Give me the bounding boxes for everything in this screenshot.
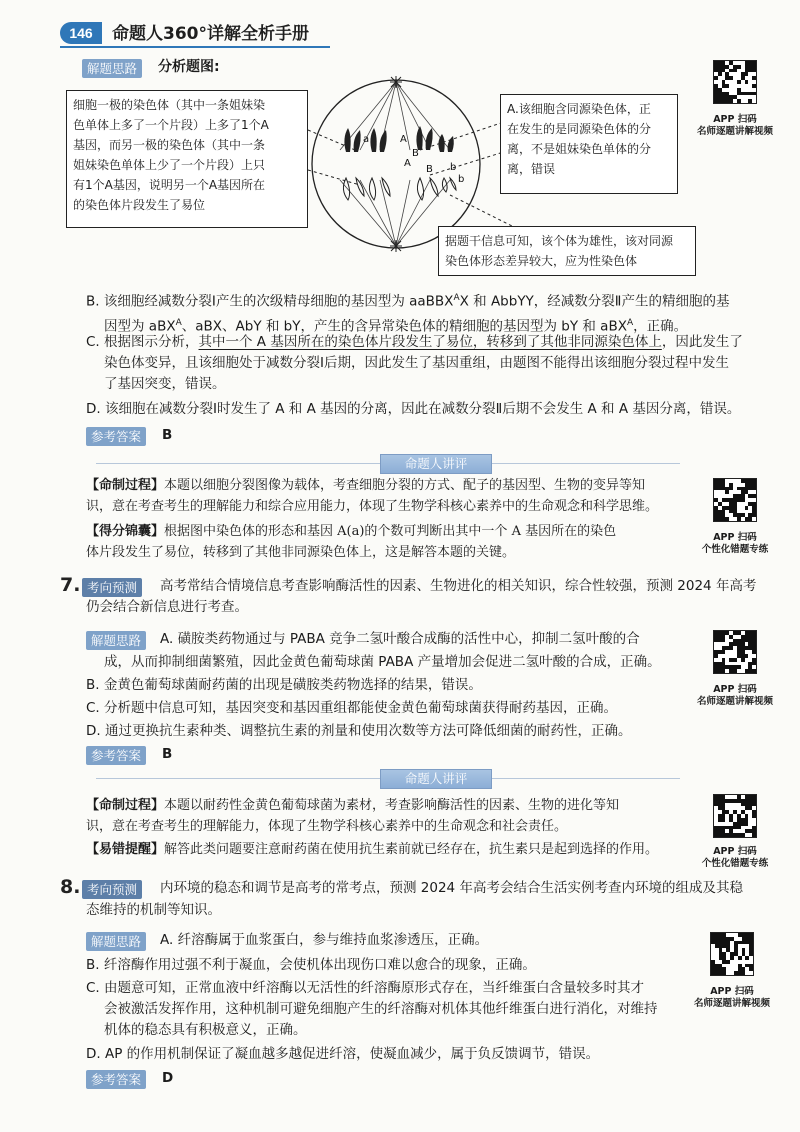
book-title: 命题人360°详解全析手册 [112, 24, 309, 44]
annotation-bottom: 据题干信息可知，该个体为雄性，该对同源 染色体形态差异较大，应为性染色体 [438, 226, 696, 276]
qr-label: APP 扫码 名师逐题讲解视频 [693, 986, 770, 1009]
gene-label: B [412, 148, 419, 159]
qr-code-icon[interactable] [713, 630, 757, 674]
answer-value: D [162, 1070, 174, 1086]
qr-code-icon[interactable] [710, 932, 754, 976]
gene-label: a [363, 134, 370, 145]
gene-label: b [450, 162, 457, 173]
forecast-tag: 考向预测 [82, 880, 142, 899]
q7-warning: 【易错提醒】解答此类问题要注意耐药菌在使用抗生素前就已经存在，抗生素只是起到选择的作用。 [86, 842, 659, 857]
q8-option-d: D. AP 的作用机制保证了凝血越多越促进纤溶，使凝血减少，属于负反馈调节，错误。 [86, 1046, 600, 1062]
gene-label: B [426, 164, 433, 175]
q7-intro-cont: 仍会结合新信息进行考查。 [86, 599, 248, 615]
qr-label: APP 扫码 个性化错题专练 [701, 846, 769, 869]
qr-label: APP 扫码 个性化错题专练 [701, 532, 769, 555]
commentary-bar: 命题人讲评 [380, 769, 492, 789]
commentary-process: 【命制过程】本题以细胞分裂图像为载体，考查细胞分裂的方式、配子的基因型、生物的变异等知 识，意在考查考生的理解能力和综合应用能力，体现了生物学科核心素养中的生命观念和科学思维。 [86, 478, 659, 514]
answer-tag: 参考答案 [86, 746, 146, 765]
qr-code-icon[interactable] [713, 478, 757, 522]
answer-value: B [162, 746, 173, 762]
q7-process: 【命制过程】本题以耐药性金黄色葡萄球菌为素材，考查影响酶活性的因素、生物的进化等知 识，意在考查考生的理解能力，体现了生物学科核心素养中的生命观念和社会责任。 [86, 798, 620, 834]
solution-tag: 解题思路 [86, 932, 146, 951]
q8-option-c: C. 由题意可知，正常血液中纤溶酶以无活性的纤溶酶原形式存在，当纤维蛋白含量较多时其才 会被激活发挥作用，这种机制可避免细胞产生的纤溶酶对机体其他纤维蛋白进行消化，对维持 机体的稳态具有积极意义，正确。 [86, 980, 658, 1038]
option-c: C. 根据图示分析，其中一个 A 基因所在的染色体片段发生了易位，转移到了其他非同源染色体上，因此发生了 染色体变异，且该细胞处于减数分裂Ⅰ后期，因此发生了基因重组，由题图不能得出该细胞分裂过程中发生 了基因突变，错误。 [86, 334, 743, 392]
q8-option-b: B. 纤溶酶作用过强不利于凝血，会使机体出现伤口难以愈合的现象，正确。 [86, 957, 536, 973]
q7-intro: 高考常结合情境信息考查影响酶活性的因素、生物进化的相关知识，综合性较强，预测 2024 年高考 [160, 578, 757, 594]
annotation-left: 细胞一极的染色体（其中一条姐妹染 色单体上多了一个片段）上多了1个A 基因，而另一极的染色体（其中一条 姐妹染色单体上少了一个片段）上只 有1个A基因，说明另一个A基因所在 的染色体片段发生了易位 [66, 90, 308, 228]
gene-label: A [400, 134, 407, 145]
answer-value: B [162, 427, 173, 443]
q7-option-a-cont: 成，从而抑制细菌繁殖，因此金黄色葡萄球菌 PABA 产量增加会促进二氢叶酸的合成，正确。 [104, 654, 661, 670]
qr-code-icon[interactable] [713, 794, 757, 838]
qr-label: APP 扫码 名师逐题讲解视频 [696, 684, 773, 707]
q7-option-c: C. 分析题中信息可知，基因突变和基因重组都能使金黄色葡萄球菌获得耐药基因，正确。 [86, 700, 618, 716]
question-number: 8. [60, 876, 81, 898]
forecast-tag: 考向预测 [82, 578, 142, 597]
diagram-heading: 分析题图: [158, 59, 220, 75]
answer-tag: 参考答案 [86, 1070, 146, 1089]
q8-intro-cont: 态维持的机制等知识。 [86, 902, 221, 918]
solution-tag: 解题思路 [86, 631, 146, 650]
option-d: D. 该细胞在减数分裂Ⅰ时发生了 A 和 A 基因的分离，因此在减数分裂Ⅱ后期不会发生 A 和 A 基因分离，错误。 [86, 401, 741, 417]
q7-option-b: B. 金黄色葡萄球菌耐药菌的出现是磺胺类药物选择的结果，错误。 [86, 677, 482, 693]
q7-option-a: A. 磺胺类药物通过与 PABA 竞争二氢叶酸合成酶的活性中心，抑制二氢叶酸的合 [160, 631, 640, 647]
annotation-right: A.该细胞含同源染色体，正 在发生的是同源染色体的分 离，不是姐妹染色单体的分 离，错误 [500, 94, 678, 194]
q8-intro: 内环境的稳态和调节是高考的常考点，预测 2024 年高考会结合生活实例考查内环境的组成及其稳 [160, 880, 743, 896]
option-b: B. 该细胞经减数分裂Ⅰ产生的次级精母细胞的基因型为 aaBBX$^A$X 和 AbbYY，经减数分裂Ⅱ产生的精细胞的基 因型为 aBX$^A$、aBX、AbY 和 bY，产生的含异常染色体的精细胞的基因型为 bY 和 aBX$^A$，正确。 [86, 293, 730, 334]
question-number: 7. [60, 574, 81, 596]
q7-option-d: D. 通过更换抗生素种类、调整抗生素的剂量和使用次数等方法可降低细菌的耐药性，正确。 [86, 723, 632, 739]
q8-option-a: A. 纤溶酶属于血浆蛋白，参与维持血浆渗透压，正确。 [160, 932, 489, 948]
qr-code-icon[interactable] [713, 60, 757, 104]
commentary-tip: 【得分锦囊】根据图中染色体的形态和基因 A(a)的个数可判断出其中一个 A 基因所在的染色 体片段发生了易位，转移到了其他非同源染色体上，这是解答本题的关键。 [86, 524, 617, 560]
answer-tag: 参考答案 [86, 427, 146, 446]
gene-label: A [404, 158, 411, 169]
qr-label: APP 扫码 名师逐题讲解视频 [696, 114, 773, 137]
commentary-bar: 命题人讲评 [380, 454, 492, 474]
gene-label: b [458, 174, 465, 185]
solution-tag: 解题思路 [82, 59, 142, 78]
page-number: 146 [60, 22, 102, 44]
